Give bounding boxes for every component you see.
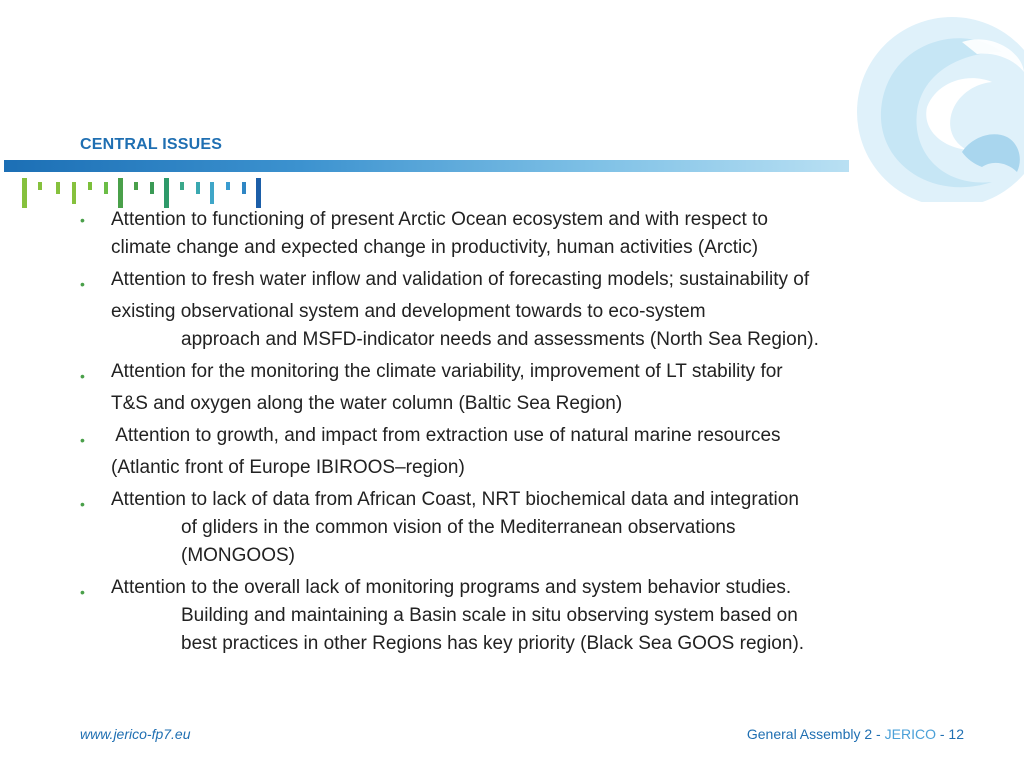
- bullet-item: [80, 206, 960, 262]
- jerico-logo-icon: [842, 12, 1024, 202]
- bullet-marker: •: [80, 212, 85, 228]
- bullet-line: Attention to the overall lack of monitoring programs and system behavior studies.: [111, 577, 792, 598]
- bullet-marker: •: [80, 432, 85, 448]
- footer-credit: [747, 726, 964, 742]
- bullet-line: climate change and expected change in productivity, human activities (Arctic): [111, 237, 759, 258]
- bullet-marker: •: [80, 368, 85, 384]
- bullet-line: Attention to growth, and impact from extraction use of natural marine resources: [111, 425, 781, 446]
- footer-url-link[interactable]: www.jerico-fp7.eu: [80, 726, 191, 742]
- bullet-line: Building and maintaining a Basin scale in situ observing system based on: [181, 605, 798, 626]
- title-underline-bar: [4, 160, 849, 172]
- bullet-line: existing observational system and development towards to eco-system: [111, 301, 706, 322]
- bullet-line: Attention to fresh water inflow and validation of forecasting models; sustainability of: [111, 269, 810, 290]
- bullet-item: [80, 574, 960, 658]
- bullet-marker: •: [80, 496, 85, 512]
- bullet-line: (MONGOOS): [181, 545, 295, 566]
- footer-separator: -: [872, 726, 885, 742]
- footer-event: General Assembly 2: [746, 726, 873, 742]
- footer-page-number: 12: [948, 726, 964, 742]
- bullet-line: Attention for the monitoring the climate variability, improvement of LT stability for: [111, 361, 783, 382]
- bullet-marker: •: [80, 584, 85, 600]
- bullet-marker: •: [80, 276, 85, 292]
- bullet-item: [80, 486, 960, 570]
- bullet-item: [80, 422, 960, 482]
- bullet-line: T&S and oxygen along the water column (Baltic Sea Region): [111, 393, 623, 414]
- bullet-list: [80, 206, 960, 658]
- footer-separator: -: [935, 726, 949, 742]
- bullet-line: approach and MSFD-indicator needs and assessments (North Sea Region).: [181, 329, 819, 350]
- bullet-line: best practices in other Regions has key priority (Black Sea GOOS region).: [181, 633, 805, 654]
- bullet-line: Attention to functioning of present Arctic Ocean ecosystem and with respect to: [111, 209, 768, 230]
- bullet-line: (Atlantic front of Europe IBIROOS–region): [111, 457, 465, 478]
- footer-project: JERICO: [884, 726, 936, 742]
- bullet-line: Attention to lack of data from African Coast, NRT biochemical data and integration: [111, 489, 799, 510]
- bullet-item: [80, 266, 960, 354]
- slide-title: CENTRAL ISSUES: [80, 136, 223, 153]
- bullet-item: [80, 358, 960, 418]
- bullet-line: of gliders in the common vision of the Mediterranean observations: [181, 517, 736, 538]
